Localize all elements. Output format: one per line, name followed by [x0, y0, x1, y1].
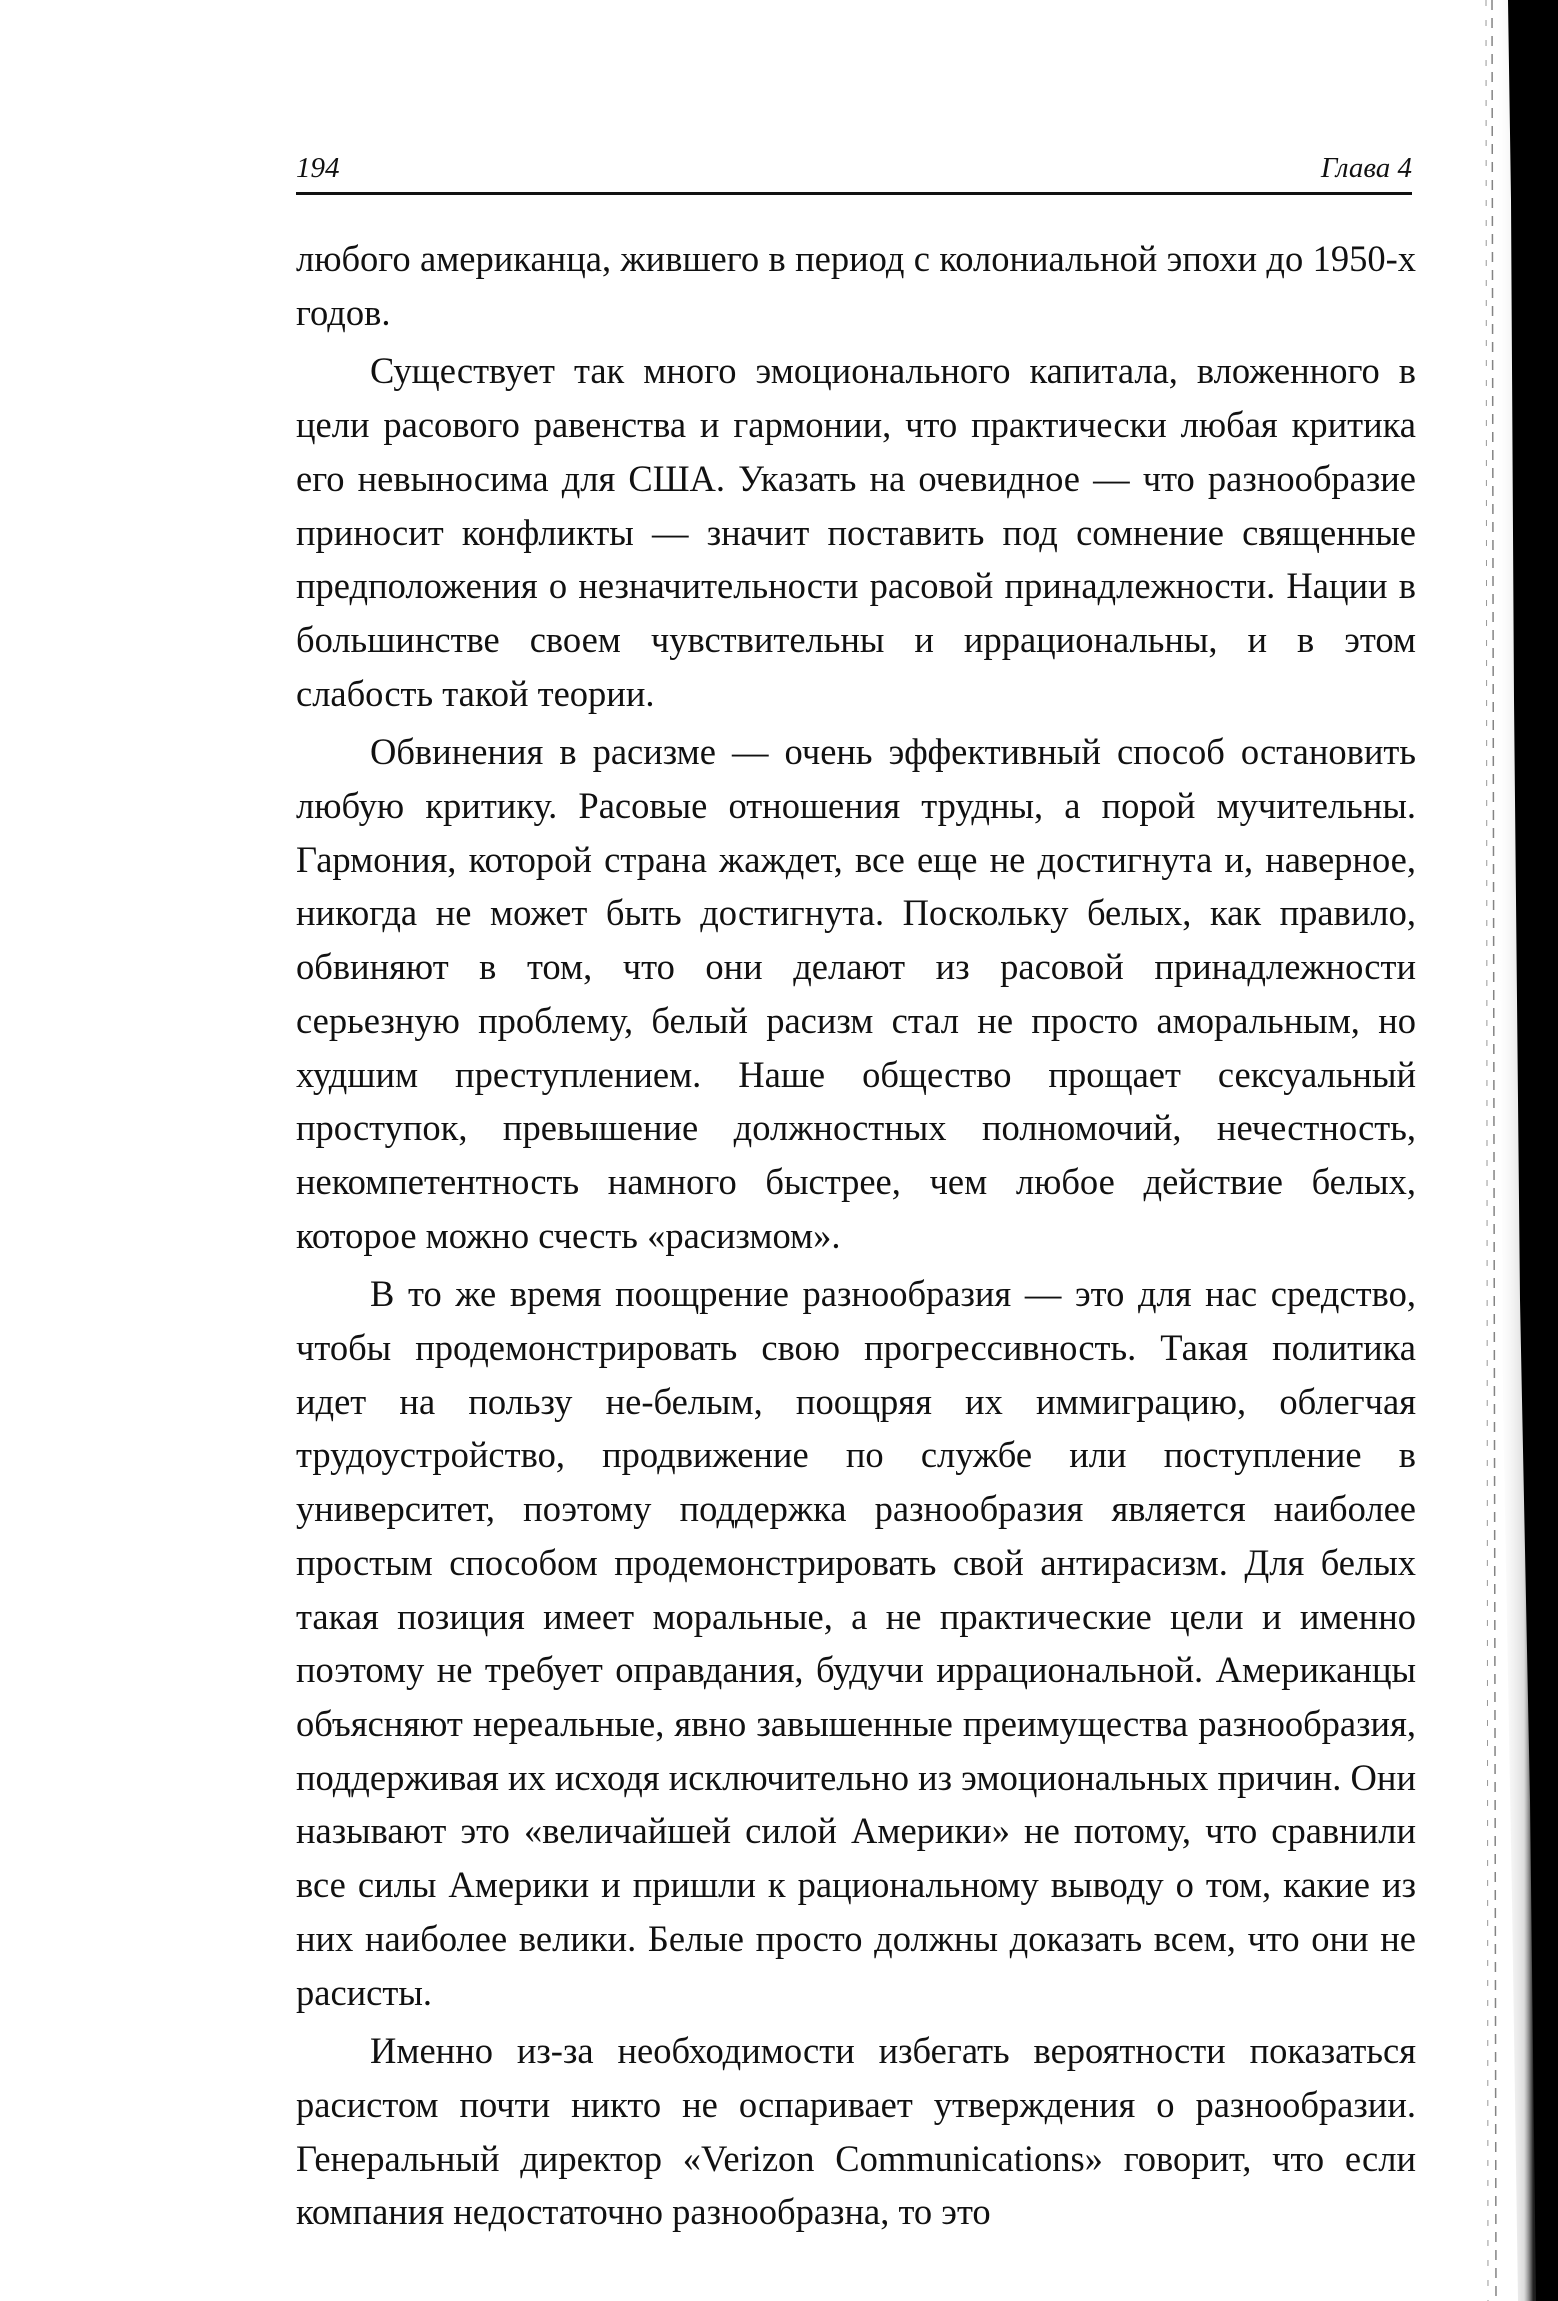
page-number: 194 — [296, 152, 340, 184]
page-header — [296, 152, 1412, 195]
body-text — [296, 232, 1416, 2244]
paragraph-2: Существует так много эмоционального капитала, вложенного в цели расового равенства и гармонии, что практически любая критика его невыносима для США. Указать на очевидное — что разнообразие приносит конфликты — значит поставить под сомнение священные предположения о незначительности расовой принадлежности. Нации в большинстве своем чувствительны и иррациональны, и в этом слабость такой теории. — [296, 350, 1416, 714]
paragraph-3: Обвинения в расизме — очень эффективный способ остановить любую критику. Расовые отношения трудны, а порой мучительны. Гармония, которой страна жаждет, все еще не достигнута и, наверное, никогда не может быть достигнута. Поскольку белых, как правило, обвиняют в том, что они делают из расовой принадлежности серьезную проблему, белый расизм стал не просто аморальным, но худшим преступлением. Наше общество прощает сексуальный проступок, превышение должностных полномочий, нечестность, некомпетентность намного быстрее, чем любое действие белых, которое можно счесть «расизмом». — [296, 731, 1416, 1256]
scan-binding-shadow — [1408, 0, 1558, 2301]
paragraph-4: В то же время поощрение разнообразия — это для нас средство, чтобы продемонстрировать свою прогрессивность. Такая политика идет на пользу не-белым, поощряя их иммиграцию, облегчая трудоустройство, продвижение по службе или поступление в университет, поэтому поддержка разнообразия является наиболее простым способом продемонстрировать свой антирасизм. Для белых такая позиция имеет моральные, а не практические цели и именно поэтому не требует оправдания, будучи иррациональной. Американцы объясняют нереальные, явно завышенные преимущества разнообразия, поддерживая их исходя исключительно из эмоциональных причин. Они называют это «величайшей силой Америки» не потому, что сравнили все силы Америки и пришли к рациональному выводу о том, какие из них наиболее велики. Белые просто должны доказать всем, что они не расисты. — [296, 1273, 1416, 2013]
running-head: Глава 4 — [1320, 152, 1412, 184]
paragraph-1: любого американца, жившего в период с колониальной эпохи до 1950-х годов. — [296, 238, 1416, 333]
paragraph-5: Именно из-за необходимости избегать вероятности показаться расистом почти никто не оспаривает утверждения о разнообразии. Генеральный директор «Verizon Communications» говорит, что если компания недостаточно разнообразна, то это — [296, 2030, 1416, 2233]
